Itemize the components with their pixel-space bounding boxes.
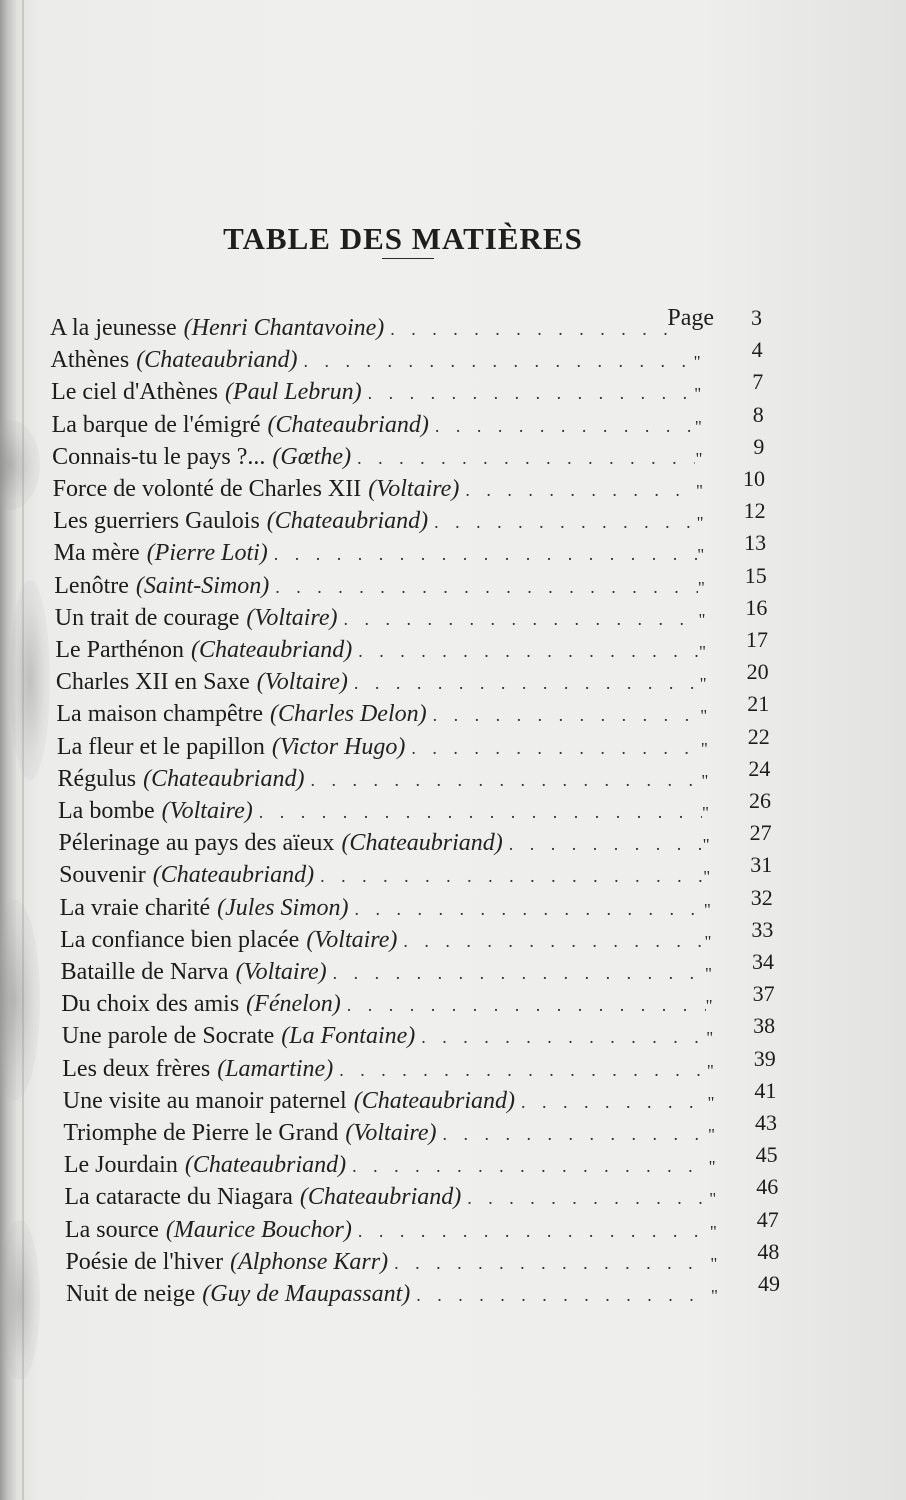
entry-title: Une parole de Socrate — [61, 1023, 275, 1050]
toc-entry — [50, 337, 763, 376]
entry-title: La cataracte du Niagara — [64, 1184, 293, 1211]
toc-entry — [58, 820, 772, 859]
toc-entry — [51, 369, 764, 408]
entry-title: Pélerinage au pays des aïeux — [58, 830, 335, 857]
dot-leader — [390, 313, 667, 345]
entry-title: Force de volonté de Charles XII — [52, 476, 362, 502]
toc-entry — [60, 916, 774, 956]
entry-title: Ma mère — [53, 540, 140, 567]
entry-author: (Paul Lebrun) — [224, 379, 362, 406]
toc-entry — [63, 1142, 778, 1181]
entry-author: (Chateaubriand) — [266, 508, 429, 535]
entry-title: Poésie de l'hiver — [65, 1248, 224, 1275]
entry-title: Charles XII en Saxe — [55, 669, 250, 696]
entry-author: (Alphonse Karr) — [230, 1248, 389, 1275]
entry-title: A la jeunesse — [50, 315, 177, 341]
dot-leader — [368, 377, 695, 409]
entry-author: (Chateaubriand) — [152, 862, 315, 889]
dot-leader — [394, 1247, 710, 1279]
ditto-mark: " — [697, 577, 705, 597]
toc-entry — [61, 1013, 776, 1052]
entry-author: (Jules Simon) — [217, 894, 349, 921]
entry-title: La bombe — [58, 798, 155, 824]
ditto-mark: " — [699, 674, 707, 694]
entry-author: (Voltaire) — [345, 1120, 437, 1146]
ditto-mark: " — [694, 384, 702, 404]
dot-leader — [521, 1086, 707, 1118]
entry-page-number: 31 — [750, 852, 773, 878]
dot-leader — [304, 345, 694, 377]
toc-entry — [61, 981, 775, 1020]
entry-page-number: 47 — [756, 1206, 779, 1232]
entry-author: (Charles Delon) — [269, 701, 427, 728]
toc-entry — [50, 305, 762, 344]
entry-author: (Lamartine) — [217, 1055, 334, 1082]
dot-leader — [435, 410, 695, 442]
entry-author: (Chateaubriand) — [341, 830, 503, 857]
entry-title: La maison champêtre — [56, 701, 263, 728]
entry-author: (Saint-Simon) — [135, 572, 270, 599]
ditto-mark: " — [703, 867, 711, 887]
entry-page-number: 43 — [754, 1110, 777, 1135]
entry-title: Régulus — [57, 765, 137, 792]
entry-title: Le Jourdain — [63, 1152, 178, 1179]
entry-page-number: 32 — [750, 884, 773, 910]
entry-page-number: 7 — [752, 369, 764, 395]
toc-entry — [53, 530, 767, 569]
toc-entry — [56, 723, 770, 763]
toc-entry — [64, 1174, 779, 1213]
entry-page-number: 12 — [743, 498, 766, 524]
toc-entry — [55, 659, 769, 698]
ditto-mark: " — [698, 609, 706, 629]
entry-title: La confiance bien placée — [60, 926, 300, 953]
entry-page-number: 26 — [749, 788, 771, 813]
entry-page-number: 24 — [748, 755, 771, 781]
entry-page-number: 17 — [745, 627, 768, 652]
ditto-mark: " — [709, 1189, 717, 1209]
toc-entry — [63, 1110, 777, 1149]
dot-leader — [434, 506, 697, 538]
entry-page-number: 34 — [751, 949, 774, 974]
entry-page-number: 45 — [755, 1142, 778, 1168]
dot-leader — [442, 1118, 708, 1150]
entry-page-number: 3 — [751, 305, 762, 330]
dot-leader — [433, 699, 701, 731]
ditto-mark: " — [700, 738, 708, 758]
ditto-mark: " — [703, 899, 711, 919]
ditto-mark: " — [710, 1253, 718, 1273]
entry-page-number: 48 — [757, 1238, 780, 1264]
ditto-mark: " — [706, 1028, 714, 1048]
entry-author: (Chateaubriand) — [299, 1184, 462, 1211]
dot-leader — [259, 796, 702, 828]
entry-page-number: 21 — [747, 691, 770, 717]
entry-page-number: 46 — [756, 1174, 779, 1200]
entry-author: (Chateaubriand) — [136, 347, 298, 374]
entry-author: (La Fontaine) — [281, 1023, 416, 1050]
entry-author: (Chateaubriand) — [184, 1152, 347, 1179]
entry-page-number: 39 — [753, 1045, 776, 1071]
entry-author: (Voltaire) — [235, 959, 327, 985]
ditto-mark: " — [709, 1221, 717, 1241]
entry-page-number: 37 — [752, 981, 775, 1007]
entry-author: (Gœthe) — [272, 443, 352, 470]
entry-page-number: 20 — [746, 659, 769, 685]
entry-page-number: 33 — [751, 916, 774, 942]
toc-entry — [62, 1077, 777, 1117]
page-column-label: Page — [667, 305, 714, 331]
entry-title: Nuit de neige — [66, 1281, 196, 1307]
dot-leader — [310, 764, 701, 796]
toc-entry — [66, 1271, 780, 1310]
ditto-mark: " — [702, 835, 710, 855]
dot-leader — [358, 635, 699, 667]
toc-entry — [58, 788, 771, 827]
toc-entry — [55, 627, 768, 666]
ditto-mark: " — [694, 416, 702, 436]
entry-author: (Voltaire) — [246, 604, 338, 631]
dot-leader — [339, 1054, 707, 1086]
entry-title: Le ciel d'Athènes — [51, 379, 218, 406]
entry-author: (Chateaubriand) — [267, 411, 429, 438]
ditto-mark: " — [708, 1125, 715, 1144]
ditto-mark: " — [702, 803, 709, 822]
entry-author: (Chateaubriand) — [143, 765, 305, 792]
entry-author: (Voltaire) — [256, 669, 348, 696]
ditto-mark: " — [696, 481, 703, 500]
entry-page-number: 4 — [751, 337, 763, 363]
ditto-mark: " — [697, 545, 705, 565]
entry-title: La source — [64, 1216, 159, 1243]
toc-entry — [54, 562, 767, 602]
toc-entry — [56, 691, 770, 730]
ditto-mark: " — [708, 1157, 716, 1177]
entry-page-number: 13 — [744, 530, 767, 556]
toc-entry — [59, 884, 773, 924]
ditto-mark: " — [695, 448, 703, 468]
entry-page-number: 22 — [747, 723, 770, 749]
toc-entry — [53, 498, 766, 537]
entry-author: (Victor Hugo) — [271, 733, 406, 760]
dot-leader — [333, 957, 705, 989]
entry-title: Athènes — [50, 347, 130, 374]
entry-author: (Chateaubriand) — [353, 1087, 516, 1114]
entry-page-number: 38 — [753, 1013, 776, 1039]
ditto-mark: " — [706, 1060, 714, 1080]
dot-leader — [403, 925, 704, 957]
ditto-mark: " — [707, 1092, 715, 1112]
dot-leader — [509, 828, 703, 860]
entry-page-number: 9 — [753, 433, 765, 459]
dot-leader — [275, 571, 698, 603]
dot-leader — [274, 538, 697, 570]
entry-author: (Guy de Maupassant) — [202, 1281, 411, 1307]
entry-title: La fleur et le papillon — [56, 733, 265, 760]
toc-entry — [60, 949, 774, 988]
entry-page-number: 8 — [752, 401, 764, 427]
dot-leader — [320, 860, 703, 892]
entry-author: (Maurice Bouchor) — [165, 1216, 352, 1243]
dot-leader — [357, 442, 695, 474]
entry-title: Connais-tu le pays ?... — [52, 443, 266, 470]
entry-author: (Henri Chantavoine) — [183, 315, 385, 341]
toc-entry — [64, 1206, 779, 1246]
entry-title: La vraie charité — [59, 894, 211, 921]
entry-title: Du choix des amis — [61, 991, 240, 1018]
toc-entry — [57, 755, 771, 795]
dot-leader — [465, 474, 696, 506]
entry-title: Triomphe de Pierre le Grand — [63, 1120, 339, 1146]
entry-page-number: 27 — [749, 820, 772, 846]
ditto-mark: " — [711, 1286, 718, 1305]
ditto-mark: " — [701, 770, 709, 790]
ditto-mark: " — [700, 706, 708, 726]
entry-author: (Pierre Loti) — [146, 540, 268, 567]
entry-title: Lenôtre — [54, 572, 129, 599]
entry-page-number: 15 — [744, 562, 767, 588]
entry-title: Bataille de Narva — [60, 959, 229, 985]
entry-page-number: 10 — [742, 466, 765, 491]
entry-title: Un trait de courage — [54, 604, 240, 631]
dot-leader — [354, 893, 703, 925]
dot-leader — [358, 1215, 710, 1247]
toc-entry — [51, 401, 764, 441]
toc-entry — [62, 1045, 776, 1085]
entry-title: Souvenir — [59, 862, 146, 889]
ditto-mark: " — [693, 352, 701, 372]
dot-leader — [352, 1150, 708, 1182]
dot-leader — [416, 1279, 711, 1311]
entry-author: (Voltaire) — [161, 798, 253, 824]
toc-entry — [52, 433, 765, 473]
dot-leader — [347, 989, 706, 1021]
entry-author: (Voltaire) — [368, 476, 460, 502]
dot-leader — [467, 1182, 709, 1214]
entry-author: (Chateaubriand) — [190, 637, 353, 663]
page-title: TABLE DES MATIÈRES — [223, 220, 583, 256]
ditto-mark: " — [704, 931, 712, 951]
entry-page-number: 16 — [745, 594, 768, 620]
ditto-mark: " — [699, 642, 706, 661]
entry-author: (Fénelon) — [246, 991, 341, 1018]
dot-leader — [354, 667, 700, 699]
dot-leader — [421, 1021, 706, 1053]
ditto-mark: " — [696, 513, 704, 533]
ditto-mark: " — [705, 964, 712, 983]
entry-author: (Voltaire) — [306, 926, 398, 953]
entry-title: Les guerriers Gaulois — [53, 508, 260, 535]
dot-leader — [411, 732, 700, 764]
entry-page-number: 41 — [754, 1077, 777, 1103]
entry-title: Le Parthénon — [55, 637, 184, 663]
ditto-mark: " — [705, 996, 713, 1016]
entry-title: Une visite au manoir paternel — [62, 1087, 347, 1114]
toc-entry — [52, 466, 765, 505]
entry-title: La barque de l'émigré — [51, 411, 261, 438]
toc-entry — [54, 594, 768, 634]
entry-page-number: 49 — [758, 1271, 780, 1296]
entry-title: Les deux frères — [62, 1055, 211, 1082]
toc-entry — [59, 852, 773, 891]
dot-leader — [343, 603, 698, 635]
toc-entry — [65, 1238, 780, 1278]
